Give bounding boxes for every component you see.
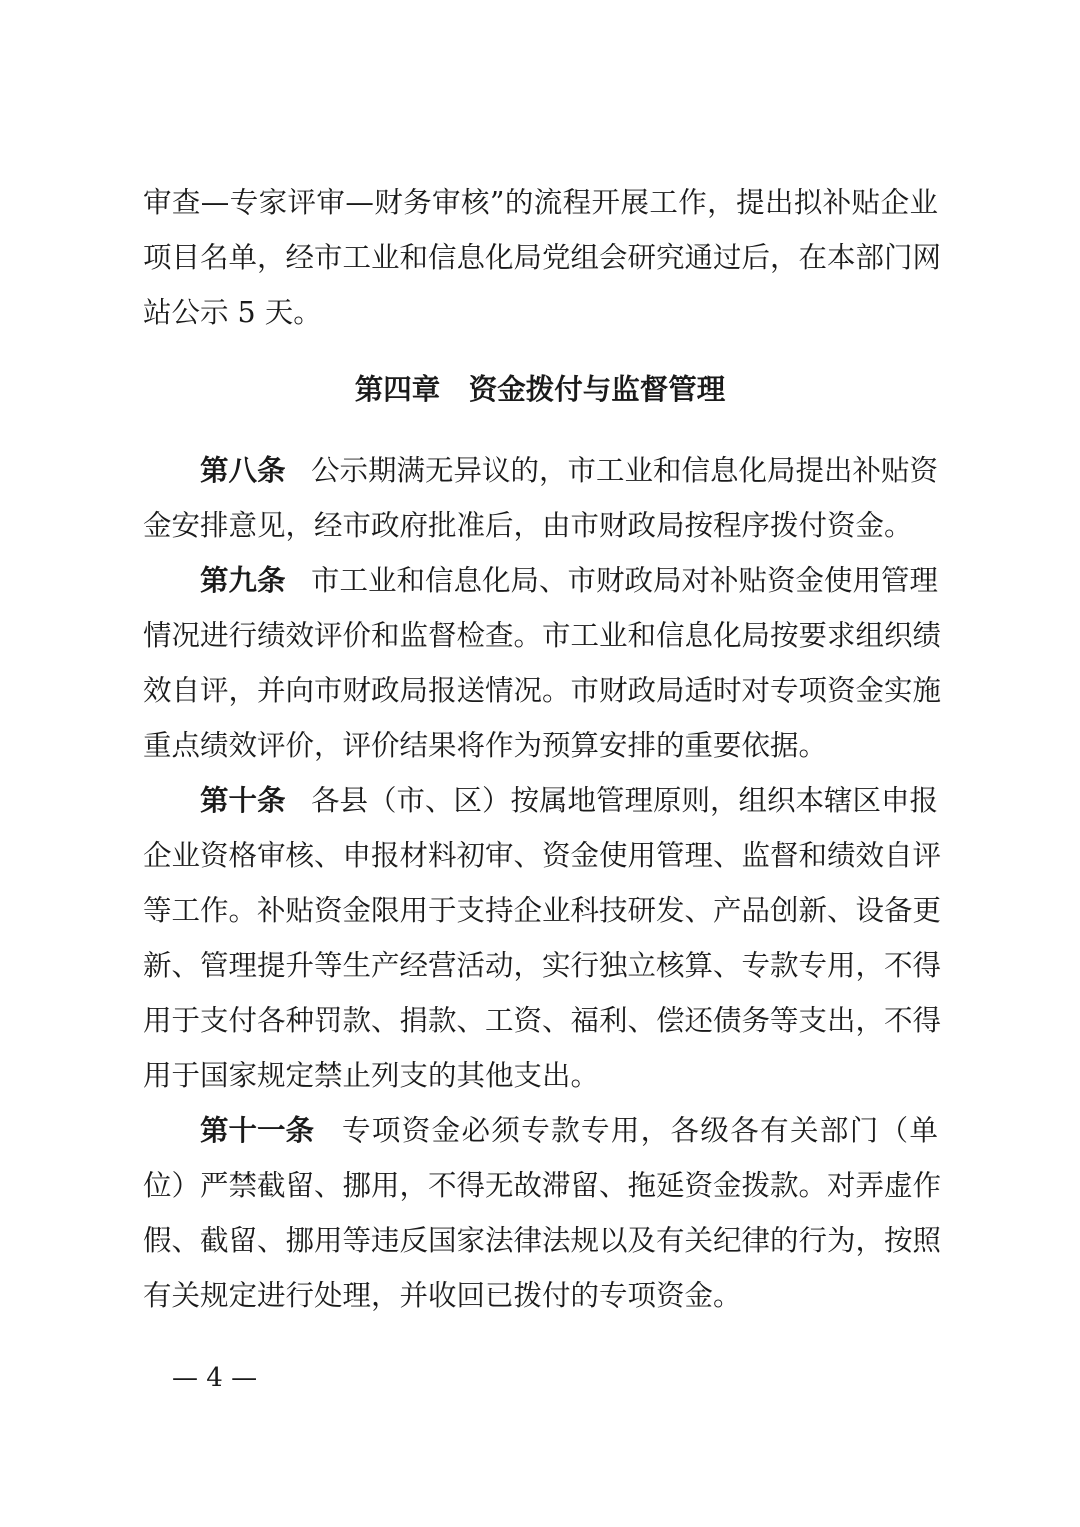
article-line: 情况进行绩效评价和监督检查。市工业和信息化局按要求组织绩 — [143, 619, 942, 652]
article-line: 用于国家规定禁止列支的其他支出。 — [143, 1059, 600, 1092]
article-line: 假、截留、挪用等违反国家法律法规以及有关纪律的行为，按照 — [143, 1224, 942, 1257]
chapter-title: 第四章 资金拨付与监督管理 — [354, 373, 726, 406]
article-number: 第十条 — [200, 784, 286, 817]
article-text: 公示期满无异议的，市工业和信息化局提出补贴资 — [310, 454, 938, 487]
article-line: 新、管理提升等生产经营活动，实行独立核算、专款专用，不得 — [143, 949, 942, 982]
article-line: 重点绩效评价，评价结果将作为预算安排的重要依据。 — [143, 729, 828, 762]
article-line: 效自评，并向市财政局报送情况。市财政局适时对专项资金实施 — [143, 674, 942, 707]
article-number: 第九条 — [200, 564, 286, 597]
continuation-line: 站公示 5 天。 — [143, 296, 322, 329]
article-11-first-line — [200, 1111, 938, 1151]
article-text: 专项资金必须专款专用，各级各有关部门（单 — [342, 1114, 938, 1147]
continuation-line: 项目名单，经市工业和信息化局党组会研究通过后，在本部门网 — [143, 241, 942, 274]
article-text: 各县（市、区）按属地管理原则，组织本辖区申报 — [310, 784, 938, 817]
article-number: 第十一条 — [200, 1114, 315, 1147]
article-line: 用于支付各种罚款、捐款、工资、福利、偿还债务等支出，不得 — [143, 1004, 942, 1037]
article-line: 有关规定进行处理，并收回已拨付的专项资金。 — [143, 1279, 742, 1312]
article-text: 市工业和信息化局、市财政局对补贴资金使用管理 — [310, 564, 938, 597]
article-number: 第八条 — [200, 454, 286, 487]
article-8-first-line — [200, 451, 938, 491]
page-number: — 4 — — [172, 1363, 258, 1393]
continuation-line: 审查—专家评审—财务审核”的流程开展工作，提出拟补贴企业 — [143, 186, 938, 219]
article-line: 企业资格审核、申报材料初审、资金使用管理、监督和绩效自评 — [143, 839, 942, 872]
article-10-first-line — [200, 781, 938, 821]
article-line: 位）严禁截留、挪用，不得无故滞留、拖延资金拨款。对弄虚作 — [143, 1169, 942, 1202]
article-9-first-line — [200, 561, 938, 601]
article-line: 等工作。补贴资金限用于支持企业科技研发、产品创新、设备更 — [143, 894, 942, 927]
article-line: 金安排意见，经市政府批准后，由市财政局按程序拨付资金。 — [143, 509, 913, 542]
